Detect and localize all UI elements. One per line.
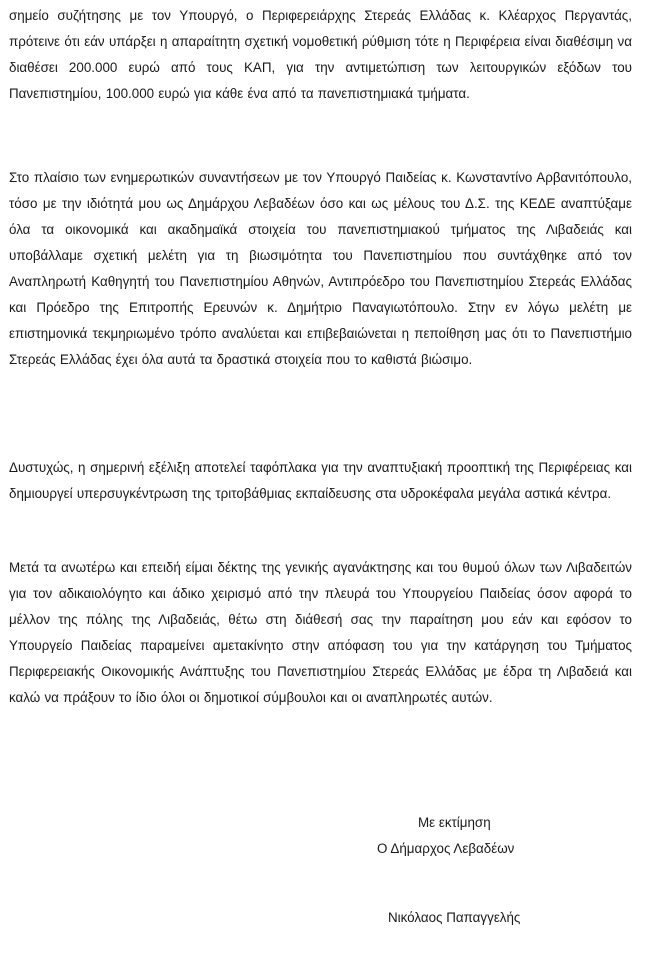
signatory-title: Ο Δήμαρχος Λεβαδέων — [377, 841, 515, 856]
paragraph-budget-proposal: σημείο συζήτησης με τον Υπουργό, ο Περιφερειάρχης Στερεάς Ελλάδας κ. Κλέαρχος Περγαντάς, πρότεινε ότι εάν υπάρξει η απαραίτητη σχετική νομοθετική ρύθμιση τότε η Περιφέρεια είναι διαθέσιμη να διαθέσει 200.000 ευρώ από τους ΚΑΠ, για την αντιμετώπιση των λειτουργικών εξόδων του Πανεπιστημίου, 100.000 ευρώ για κάθε ένα από τα πανεπιστημιακά τμήματα. — [9, 8, 632, 101]
paragraph-minister-meetings: Στο πλαίσιο των ενημερωτικών συναντήσεων με τον Υπουργό Παιδείας κ. Κωνσταντίνο Αρβανιτόπουλο, τόσο με την ιδιότητά μου ως Δημάρχου Λεβαδέων όσο και ως μέλους του Δ.Σ. της ΚΕΔΕ αναπτύξαμε όλα τα οικονομικά και ακαδημαϊκά στοιχεία του πανεπιστημιακού τμήματος της Λιβαδειάς και υποβάλλαμε σχετική μελέτη για τη βιωσιμότητα του Πανεπιστημίου που συντάχθηκε από τον Αναπληρωτή Καθηγητή του Πανεπιστημίου Αθηνών, Αντιπρόεδρο του Πανεπιστημίου Στερεάς Ελλάδας και Πρόεδρο της Επιτροπής Ερευνών κ. Δημήτριο Παναγιωτόπουλο. Στην εν λόγω μελέτη με επιστημονικά τεκμηριωμένο τρόπο αναλύεται και επιβεβαιώνεται η πεποίθηση μας ότι το Πανεπιστήμιο Στερεάς Ελλάδας έχει όλα αυτά τα δραστικά στοιχεία που το καθιστά βιώσιμο. — [9, 170, 632, 367]
paragraph-regional-impact: Δυστυχώς, η σημερινή εξέλιξη αποτελεί ταφόπλακα για την αναπτυξιακή προοπτική της Περιφέρειας και δημιουργεί υπερσυγκέντρωση της τριτοβάθμιας εκπαίδευσης στα υδροκέφαλα μεγάλα αστικά κέντρα. — [9, 460, 632, 501]
closing-salutation: Με εκτίμηση — [418, 815, 491, 830]
paragraph-resignation-offer: Μετά τα ανωτέρω και επειδή είμαι δέκτης της γενικής αγανάκτησης και του θυμού όλων των Λιβαδειτών για τον αδικαιολόγητο και άδικο χειρισμό από την πλευρά του Υπουργείου Παιδείας όσον αφορά το μέλλον της πόλης της Λιβαδειάς, θέτω στη διάθεσή σας την παραίτηση μου εάν και εφόσον το Υπουργείο Παιδείας παραμείνει αμετακίνητο στην απόφαση του για την κατάργηση του Τμήματος Περιφερειακής Οικονομικής Ανάπτυξης του Πανεπιστημίου Στερεάς Ελλάδας με έδρα τη Λιβαδειά και καλώ να πράξουν το ίδιο όλοι οι δημοτικοί σύμβουλοι και οι αναπληρωτές αυτών. — [9, 560, 632, 705]
signatory-name: Νικόλαος Παπαγγελής — [388, 910, 521, 925]
